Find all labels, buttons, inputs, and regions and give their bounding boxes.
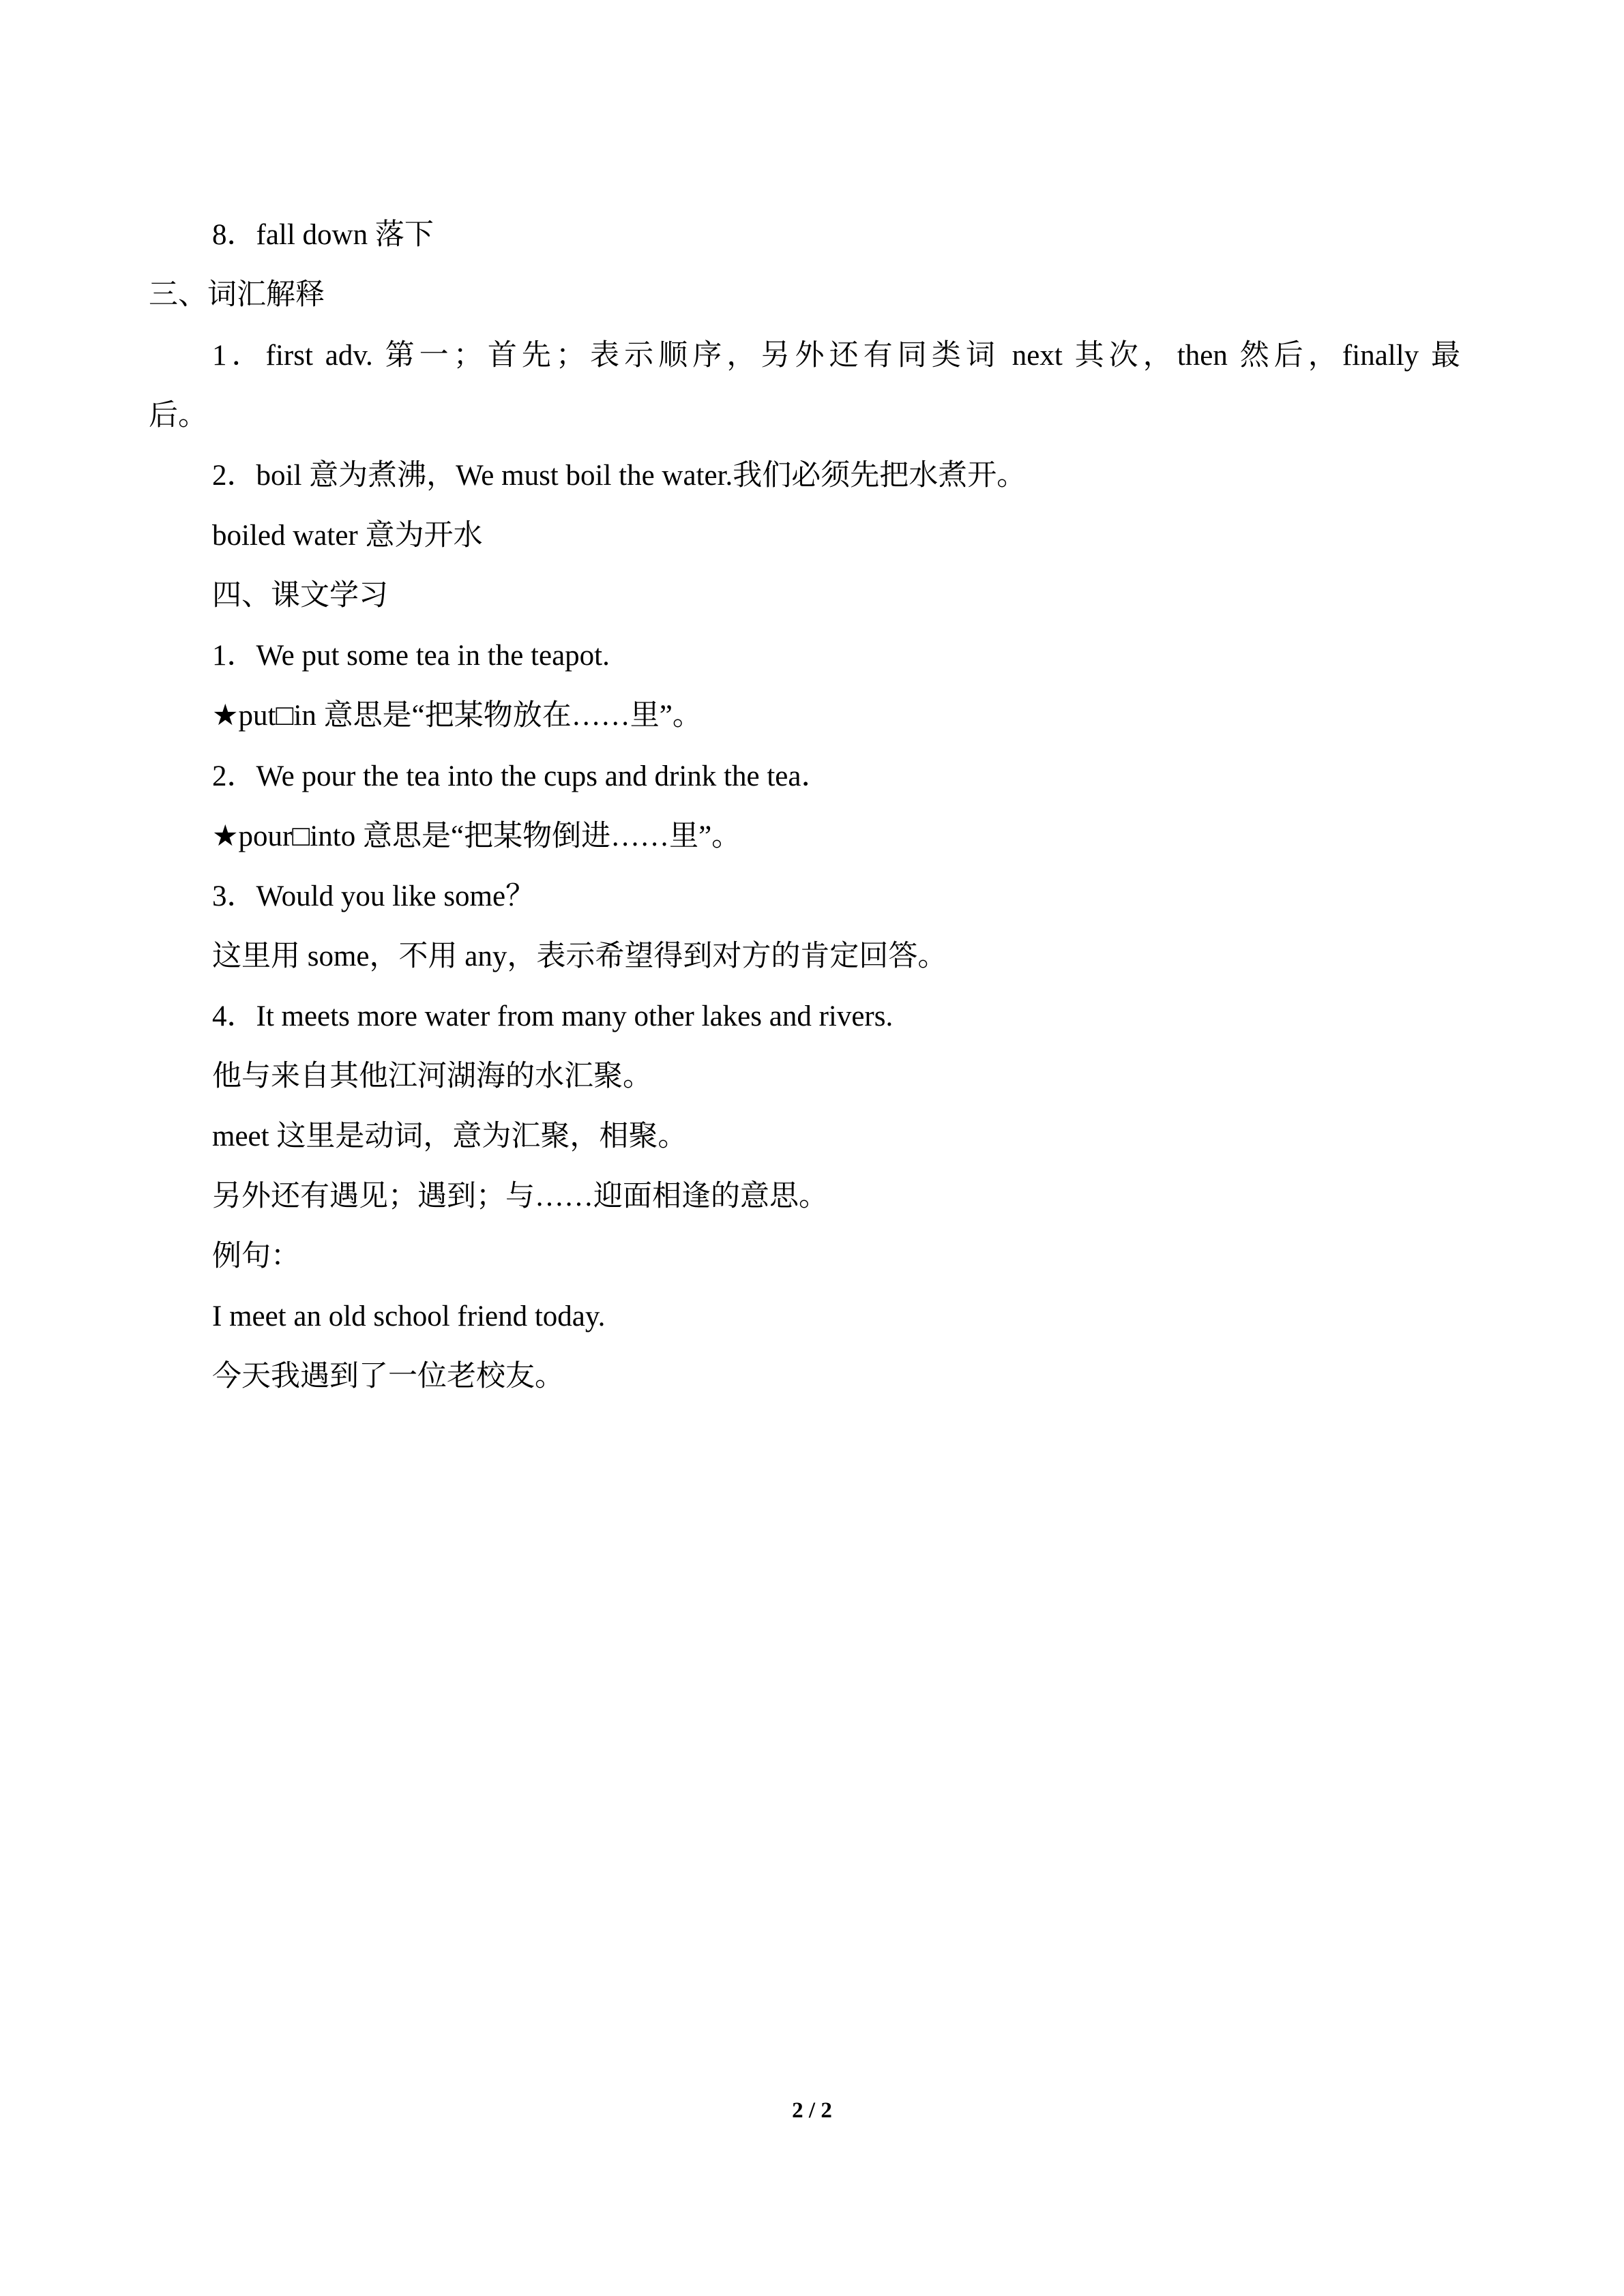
explanation-boil: 2．boil 意为煮沸，We must boil the water.我们必须先把水煮开。 xyxy=(212,460,1027,492)
text-sentence-2: 2．We pour the tea into the cups and drink the tea． xyxy=(212,760,831,792)
text-sentence-1: 1．We put some tea in the teapot. xyxy=(212,640,610,672)
note-meet-verb: meet 这里是动词，意为汇聚，相聚。 xyxy=(212,1120,688,1152)
example-sentence: I meet an old school friend today. xyxy=(212,1300,606,1332)
example-translation: 今天我遇到了一位老校友。 xyxy=(212,1360,564,1392)
translation-sentence-4: 他与来自其他江河湖海的水汇聚。 xyxy=(212,1060,652,1092)
note-some-any: 这里用 some，不用 any，表示希望得到对方的肯定回答。 xyxy=(212,940,947,972)
note-meet-other-meanings: 另外还有遇见；遇到；与……迎面相逢的意思。 xyxy=(212,1180,828,1212)
explanation-first: 1．first adv. 第一；首先；表示顺序，另外还有同类词 next 其次，then 然后，finally 最 xyxy=(212,340,1460,372)
note-put-in: ★put□in 意思是“把某物放在……里”。 xyxy=(212,700,702,732)
page-number: 2 / 2 xyxy=(792,2098,832,2123)
example-label: 例句： xyxy=(212,1240,300,1272)
text-sentence-3: 3．Would you like some？ xyxy=(212,880,535,912)
text-sentence-4: 4．It meets more water from many other lakes and rivers. xyxy=(212,1000,894,1032)
section-heading-vocabulary-explanation: 三、词汇解释 xyxy=(149,279,325,311)
explanation-boiled-water: boiled water 意为开水 xyxy=(212,520,483,552)
section-heading-text-study: 四、课文学习 xyxy=(212,580,388,612)
explanation-first-continued: 后。 xyxy=(149,400,207,432)
note-pour-into: ★pour□into 意思是“把某物倒进……里”。 xyxy=(212,820,741,852)
vocab-item-8: 8．fall down 落下 xyxy=(212,219,434,251)
